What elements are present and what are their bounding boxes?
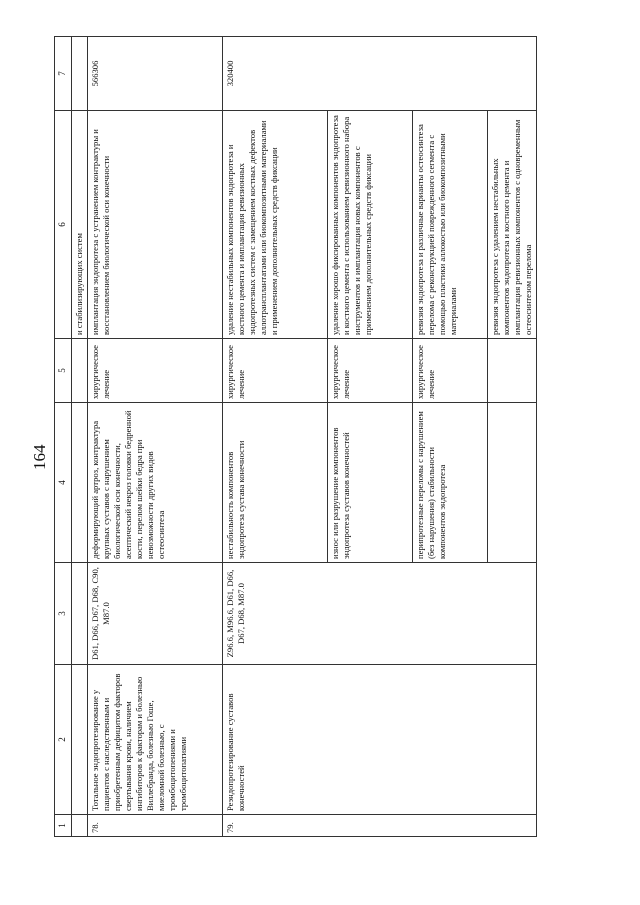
header-col-4: 4	[55, 403, 72, 563]
header-col-7: 7	[55, 37, 72, 111]
procedure-name: Тотальное эндопротезирование у пациентов с наследственным и приобретенным дефицитом факторов свертывания крови, наличием ингибиторов к факторам и болезнью Виллебранда, болезнью Гоше, миеломной болезнью, с тромбоцитопениями и тромбоцитопатиями	[88, 665, 223, 815]
cost-value: 566306	[88, 37, 223, 111]
treatment-type: хирургическое лечение	[223, 339, 328, 403]
header-row	[55, 37, 72, 837]
continuation-text: и стабилизирующих систем	[72, 111, 88, 339]
header-col-2: 2	[55, 665, 72, 815]
patient-model: нестабильность компонентов эндопротеза сустава конечности	[223, 403, 328, 563]
continuation-row	[72, 37, 88, 837]
treatment-method: удаление хорошо фиксированных компонентов эндопротеза и костного цемента с использованием ревизионного набора инструментов и имплантация новых компонентов с применением дополнительных средств фиксации	[328, 111, 413, 339]
patient-model: деформирующий артроз, контрактура крупных суставов с нарушением биологической оси конечности, асептический некроз головки бедренной кости, перелом шейки бедра при невозможности других видов остеосинтеза	[88, 403, 223, 563]
treatment-method: удаление нестабильных компонентов эндопротеза и костного цемента и имплантация ревизионных эндопротезных систем с замещением костных дефектов аллотрансплантатами или биокомпозитными материалами и применением дополнительных средств фиксации	[223, 111, 328, 339]
medical-care-table	[54, 36, 537, 837]
table-row	[88, 37, 223, 837]
treatment-type: хирургическое лечение	[328, 339, 413, 403]
patient-model: износ или разрушение компонентов эндопротеза суставов конечностей	[328, 403, 413, 563]
diagnosis-codes: Z96.6, M96.6, D61, D66, D67, D68, M87.0	[223, 563, 537, 665]
treatment-type	[488, 339, 537, 403]
row-number: 79.	[223, 815, 537, 837]
diagnosis-codes: D61, D66, D67, D68, C90, M87.0	[88, 563, 223, 665]
treatment-method: ревизия эндопротеза с удалением нестабильных компонентов эндопротеза и костного цемента и имплантация ревизионных компонентов с одновременным остеосинтезом перелома	[488, 111, 537, 339]
header-col-6: 6	[55, 111, 72, 339]
procedure-name: Реэндопротезирование суставов конечностей	[223, 665, 537, 815]
cost-value: 320400	[223, 37, 537, 111]
row-number: 78.	[88, 815, 223, 837]
treatment-type: хирургическое лечение	[413, 339, 488, 403]
treatment-type: хирургическое лечение	[88, 339, 223, 403]
treatment-method: имплантация эндопротеза с устранением контрактуры и восстановлением биологической оси конечности	[88, 111, 223, 339]
patient-model	[488, 403, 537, 563]
header-col-5: 5	[55, 339, 72, 403]
treatment-method: ревизия эндопротеза и различные варианты остеосинтеза перелома с реконструкцией поврежденного сегмента с помощью пластики аллокостью или биокомпозитными материалами	[413, 111, 488, 339]
patient-model: перипротезные переломы с нарушением (без нарушения) стабильности компонентов эндопротеза	[413, 403, 488, 563]
header-col-1: 1	[55, 815, 72, 837]
header-col-3: 3	[55, 563, 72, 665]
page-number: 164	[30, 444, 49, 470]
table-row	[223, 37, 328, 837]
